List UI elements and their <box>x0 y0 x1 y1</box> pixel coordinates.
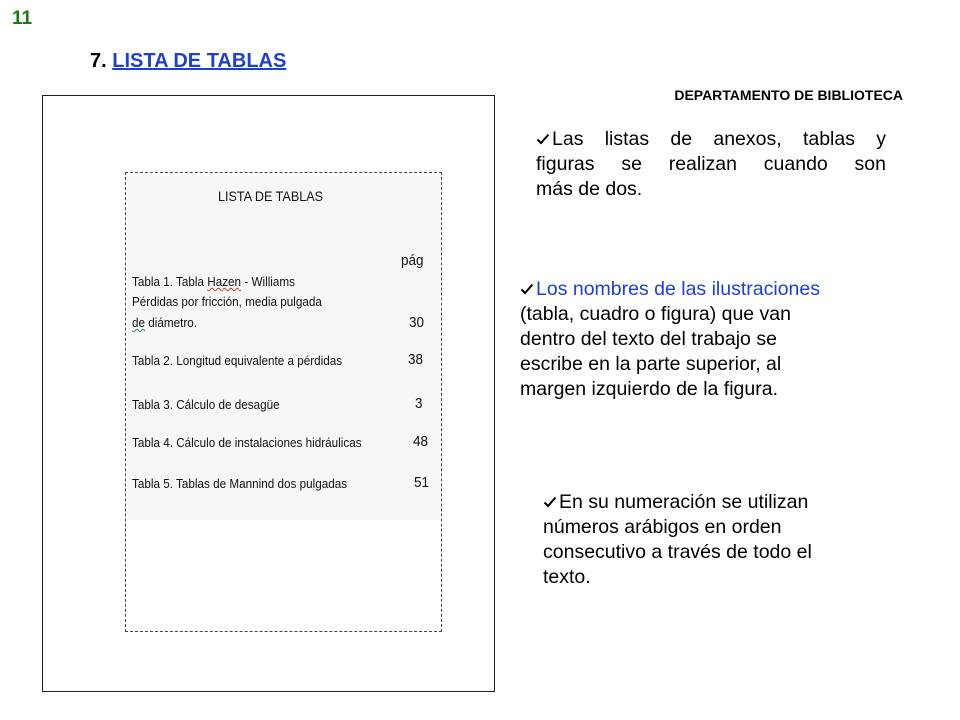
bullet-3-line-4: texto. <box>543 566 591 588</box>
sample-entry-3-line-1: Tabla 3. Cálculo de desagüe <box>132 397 280 412</box>
sample-entry-3-page: 3 <box>415 395 423 412</box>
bullet-2-line-2: (tabla, cuadro o figura) que van <box>520 303 792 325</box>
bullet-3-line-3: consecutivo a través de todo el <box>543 541 812 563</box>
bullet-1-line-3: más de dos. <box>536 178 643 200</box>
section-title-link[interactable]: LISTA DE TABLAS <box>112 50 287 72</box>
sample-entry-2-line-1: Tabla 2. Longitud equivalente a pérdidas <box>132 353 343 368</box>
sample-entry-1-line-1: Tabla 1. Tabla Hazen - Williams <box>132 274 296 289</box>
sample-entry-1-word-de: de <box>132 315 146 330</box>
sample-entry-1-line-3: de diámetro. <box>132 315 198 330</box>
bullet-3 <box>543 490 893 590</box>
sample-page-pag-header: pág <box>401 252 424 269</box>
sample-entry-4-line-1: Tabla 4. Cálculo de instalaciones hidráulicas <box>132 435 362 450</box>
sample-page-title: LISTA DE TABLAS <box>218 188 324 204</box>
department-label: DEPARTAMENTO DE BIBLIOTECA <box>674 87 903 103</box>
bullet-2 <box>520 277 890 402</box>
bullet-1-line-2: figuras se realizan cuando son <box>536 153 886 175</box>
checkmark-icon <box>536 127 550 152</box>
bullet-2-line-1: Los nombres de las ilustraciones <box>520 277 890 302</box>
sample-entry-2-page: 38 <box>408 351 424 368</box>
bullet-3-line-1: En su numeración se utilizan <box>543 490 893 515</box>
checkmark-icon <box>543 490 557 515</box>
section-number: 7. <box>90 50 107 72</box>
bullet-2-line-4: escribe en la parte superior, al <box>520 353 782 375</box>
checkmark-icon <box>520 277 534 302</box>
section-heading <box>90 50 286 73</box>
bullet-2-line-3: dentro del texto del trabajo se <box>520 328 777 350</box>
bullet-1 <box>536 127 886 202</box>
sample-entry-1-word-hazen: Hazen <box>207 274 242 289</box>
bullet-3-line-2: números arábigos en orden <box>543 516 782 538</box>
sample-entry-1-line-2: Pérdidas por fricción, media pulgada <box>132 294 322 309</box>
sample-entry-1-page: 30 <box>409 314 425 331</box>
sample-page-scan <box>127 176 440 520</box>
bullet-2-line-5: margen izquierdo de la figura. <box>520 378 778 400</box>
sample-entry-5-line-1: Tabla 5. Tablas de Mannind dos pulgadas <box>132 476 348 491</box>
bullet-1-line-1: Las listas de anexos, tablas y <box>536 127 886 152</box>
sample-entry-5-page: 51 <box>414 474 430 491</box>
sample-entry-4-page: 48 <box>413 433 429 450</box>
slide-number: 11 <box>12 8 33 29</box>
